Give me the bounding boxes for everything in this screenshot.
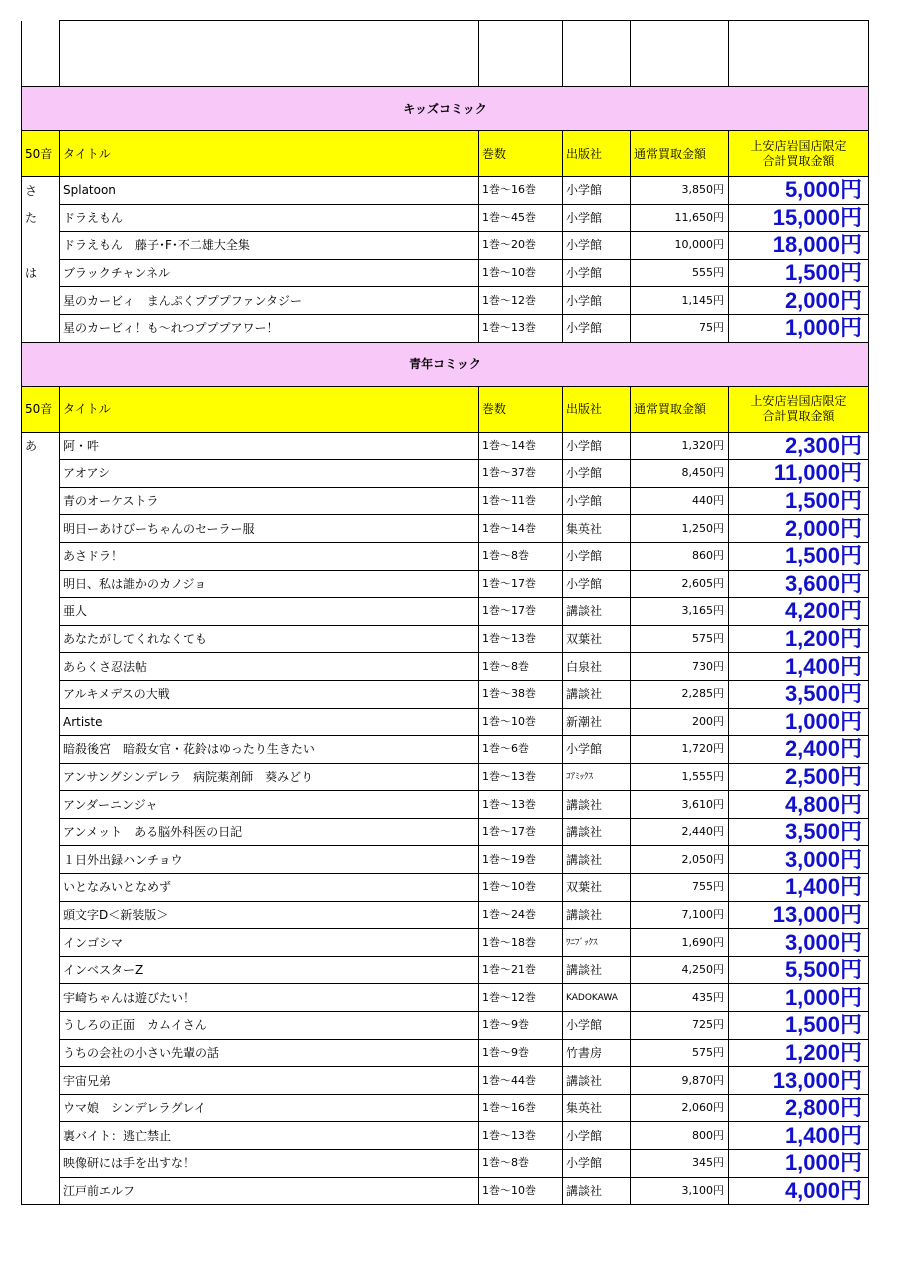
title-cell: あらくさ忍法帖 [60, 653, 479, 681]
table-row [22, 432, 869, 460]
title-cell: 明日ーあけびーちゃんのセーラー服 [60, 515, 479, 543]
normal-price-cell: 345円 [631, 1150, 729, 1178]
special-price-cell: 1,200円 [729, 625, 869, 653]
volumes-cell: 1巻～14巻 [479, 432, 563, 460]
publisher-cell: 講談社 [563, 901, 631, 929]
special-price-cell: 18,000円 [729, 232, 869, 260]
header-special-price [729, 131, 869, 177]
publisher-cell: 新潮社 [563, 708, 631, 736]
special-price-cell: 2,400円 [729, 736, 869, 764]
publisher-cell: 小学館 [563, 1150, 631, 1178]
kana-cell [22, 791, 60, 819]
publisher-cell: 講談社 [563, 680, 631, 708]
volumes-cell: 1巻～9巻 [479, 1039, 563, 1067]
header-normal-price: 通常買取金額 [631, 386, 729, 432]
publisher-cell: 講談社 [563, 1177, 631, 1205]
special-price-cell: 2,000円 [729, 515, 869, 543]
normal-price-cell: 1,555円 [631, 763, 729, 791]
header-title: タイトル [60, 131, 479, 177]
volumes-cell: 1巻～11巻 [479, 487, 563, 515]
table-row [22, 204, 869, 232]
volumes-cell: 1巻～9巻 [479, 1012, 563, 1040]
table-row [22, 1150, 869, 1178]
price-table [21, 20, 869, 1205]
volumes-cell: 1巻～12巻 [479, 984, 563, 1012]
publisher-cell: 小学館 [563, 259, 631, 287]
kana-cell [22, 542, 60, 570]
title-cell: 頭文字D＜新装版＞ [60, 901, 479, 929]
normal-price-cell: 2,060円 [631, 1094, 729, 1122]
blank-cell [479, 21, 563, 87]
volumes-cell: 1巻～10巻 [479, 259, 563, 287]
special-price-cell: 4,000円 [729, 1177, 869, 1205]
special-price-cell: 13,000円 [729, 1067, 869, 1095]
table-row [22, 177, 869, 205]
column-header-row [22, 131, 869, 177]
volumes-cell: 1巻～8巻 [479, 653, 563, 681]
publisher-cell: 小学館 [563, 460, 631, 488]
normal-price-cell: 435円 [631, 984, 729, 1012]
kana-cell [22, 570, 60, 598]
title-cell: いとなみいとなめず [60, 874, 479, 902]
publisher-cell: 小学館 [563, 204, 631, 232]
normal-price-cell: 9,870円 [631, 1067, 729, 1095]
kana-cell [22, 929, 60, 957]
title-cell: 亜人 [60, 598, 479, 626]
special-price-cell: 1,500円 [729, 542, 869, 570]
volumes-cell: 1巻～24巻 [479, 901, 563, 929]
table-row [22, 232, 869, 260]
header-special-price [729, 386, 869, 432]
title-cell: １日外出録ハンチョウ [60, 846, 479, 874]
normal-price-cell: 2,605円 [631, 570, 729, 598]
kana-cell [22, 680, 60, 708]
special-price-cell: 1,200円 [729, 1039, 869, 1067]
header-kana: 50音 [22, 386, 60, 432]
table-row [22, 1094, 869, 1122]
publisher-cell: 小学館 [563, 1122, 631, 1150]
normal-price-cell: 3,610円 [631, 791, 729, 819]
publisher-cell: 講談社 [563, 598, 631, 626]
table-row [22, 874, 869, 902]
special-price-cell: 3,500円 [729, 818, 869, 846]
title-cell: インゴシマ [60, 929, 479, 957]
table-row [22, 653, 869, 681]
volumes-cell: 1巻～18巻 [479, 929, 563, 957]
normal-price-cell: 1,320円 [631, 432, 729, 460]
publisher-cell: ｺｱﾐｯｸｽ [563, 763, 631, 791]
kana-cell [22, 874, 60, 902]
title-cell: 星のカービィ まんぷくプププファンタジー [60, 287, 479, 315]
header-special-line2: 合計買取金額 [762, 153, 835, 168]
title-cell: 映像研には手を出すな！ [60, 1150, 479, 1178]
volumes-cell: 1巻～19巻 [479, 846, 563, 874]
table-row [22, 680, 869, 708]
normal-price-cell: 440円 [631, 487, 729, 515]
special-price-cell: 4,200円 [729, 598, 869, 626]
volumes-cell: 1巻～13巻 [479, 314, 563, 342]
table-row [22, 708, 869, 736]
publisher-cell: 小学館 [563, 542, 631, 570]
kana-cell [22, 232, 60, 260]
title-cell: 暗殺後宮 暗殺女官・花鈴はゆったり生きたい [60, 736, 479, 764]
kana-cell [22, 956, 60, 984]
publisher-cell: KADOKAWA [563, 984, 631, 1012]
normal-price-cell: 555円 [631, 259, 729, 287]
section-title: キッズコミック [22, 87, 869, 131]
normal-price-cell: 200円 [631, 708, 729, 736]
normal-price-cell: 575円 [631, 625, 729, 653]
normal-price-cell: 2,285円 [631, 680, 729, 708]
header-volumes: 巻数 [479, 386, 563, 432]
normal-price-cell: 8,450円 [631, 460, 729, 488]
publisher-cell: 小学館 [563, 287, 631, 315]
table-row [22, 625, 869, 653]
special-price-cell: 5,000円 [729, 177, 869, 205]
normal-price-cell: 755円 [631, 874, 729, 902]
publisher-cell: 小学館 [563, 570, 631, 598]
special-price-cell: 1,000円 [729, 708, 869, 736]
normal-price-cell: 10,000円 [631, 232, 729, 260]
publisher-cell: 講談社 [563, 956, 631, 984]
title-cell: 江戸前エルフ [60, 1177, 479, 1205]
kana-cell [22, 487, 60, 515]
table-row [22, 460, 869, 488]
normal-price-cell: 860円 [631, 542, 729, 570]
header-kana: 50音 [22, 131, 60, 177]
kana-cell [22, 708, 60, 736]
table-row [22, 287, 869, 315]
table-row [22, 929, 869, 957]
publisher-cell: 小学館 [563, 314, 631, 342]
normal-price-cell: 1,720円 [631, 736, 729, 764]
kana-cell [22, 515, 60, 543]
volumes-cell: 1巻～44巻 [479, 1067, 563, 1095]
title-cell: 青のオーケストラ [60, 487, 479, 515]
volumes-cell: 1巻～17巻 [479, 598, 563, 626]
title-cell: うちの会社の小さい先輩の話 [60, 1039, 479, 1067]
kana-cell [22, 1150, 60, 1178]
volumes-cell: 1巻～13巻 [479, 763, 563, 791]
kana-cell [22, 1012, 60, 1040]
table-row [22, 846, 869, 874]
title-cell: あさドラ！ [60, 542, 479, 570]
normal-price-cell: 11,650円 [631, 204, 729, 232]
volumes-cell: 1巻～21巻 [479, 956, 563, 984]
publisher-cell: 講談社 [563, 791, 631, 819]
section-header [22, 87, 869, 131]
volumes-cell: 1巻～13巻 [479, 791, 563, 819]
header-special-line1: 上安店岩国店限定 [750, 394, 847, 409]
special-price-cell: 2,000円 [729, 287, 869, 315]
special-price-cell: 3,500円 [729, 680, 869, 708]
title-cell: ブラックチャンネル [60, 259, 479, 287]
normal-price-cell: 800円 [631, 1122, 729, 1150]
header-volumes: 巻数 [479, 131, 563, 177]
normal-price-cell: 725円 [631, 1012, 729, 1040]
kana-cell [22, 1067, 60, 1095]
special-price-cell: 1,000円 [729, 984, 869, 1012]
table-row [22, 259, 869, 287]
publisher-cell: 竹書房 [563, 1039, 631, 1067]
special-price-cell: 13,000円 [729, 901, 869, 929]
special-price-cell: 3,000円 [729, 929, 869, 957]
header-publisher: 出版社 [563, 131, 631, 177]
table-row [22, 984, 869, 1012]
blank-cell [563, 21, 631, 87]
kana-cell [22, 984, 60, 1012]
normal-price-cell: 575円 [631, 1039, 729, 1067]
publisher-cell: 小学館 [563, 432, 631, 460]
blank-cell [22, 21, 60, 87]
publisher-cell: 講談社 [563, 818, 631, 846]
title-cell: ドラえもん [60, 204, 479, 232]
special-price-cell: 1,400円 [729, 1122, 869, 1150]
section-header [22, 342, 869, 386]
normal-price-cell: 3,165円 [631, 598, 729, 626]
table-row [22, 1067, 869, 1095]
volumes-cell: 1巻～8巻 [479, 542, 563, 570]
publisher-cell: 双葉社 [563, 625, 631, 653]
blank-cell [729, 21, 869, 87]
special-price-cell: 5,500円 [729, 956, 869, 984]
header-publisher: 出版社 [563, 386, 631, 432]
volumes-cell: 1巻～16巻 [479, 177, 563, 205]
special-price-cell: 2,500円 [729, 763, 869, 791]
title-cell: 明日、私は誰かのカノジョ [60, 570, 479, 598]
table-row [22, 542, 869, 570]
special-price-cell: 3,000円 [729, 846, 869, 874]
title-cell: 裏バイト：逃亡禁止 [60, 1122, 479, 1150]
table-row [22, 901, 869, 929]
section-title: 青年コミック [22, 342, 869, 386]
title-cell: アンダーニンジャ [60, 791, 479, 819]
volumes-cell: 1巻～17巻 [479, 570, 563, 598]
volumes-cell: 1巻～10巻 [479, 874, 563, 902]
kana-cell: た [22, 204, 60, 232]
special-price-cell: 1,000円 [729, 314, 869, 342]
title-cell: Artiste [60, 708, 479, 736]
publisher-cell: 小学館 [563, 1012, 631, 1040]
publisher-cell: 講談社 [563, 1067, 631, 1095]
normal-price-cell: 2,050円 [631, 846, 729, 874]
kana-cell [22, 901, 60, 929]
kana-cell [22, 598, 60, 626]
title-cell: 阿・吽 [60, 432, 479, 460]
kana-cell [22, 1122, 60, 1150]
volumes-cell: 1巻～13巻 [479, 1122, 563, 1150]
volumes-cell: 1巻～38巻 [479, 680, 563, 708]
title-cell: 宇宙兄弟 [60, 1067, 479, 1095]
table-row [22, 736, 869, 764]
header-special-line2: 合計買取金額 [762, 409, 835, 424]
kana-cell [22, 460, 60, 488]
header-title: タイトル [60, 386, 479, 432]
special-price-cell: 3,600円 [729, 570, 869, 598]
normal-price-cell: 1,145円 [631, 287, 729, 315]
table-row [22, 763, 869, 791]
publisher-cell: 小学館 [563, 232, 631, 260]
title-cell: Splatoon [60, 177, 479, 205]
special-price-cell: 1,500円 [729, 259, 869, 287]
normal-price-cell: 3,850円 [631, 177, 729, 205]
title-cell: アンメット ある脳外科医の日記 [60, 818, 479, 846]
special-price-cell: 11,000円 [729, 460, 869, 488]
kana-cell: さ [22, 177, 60, 205]
title-cell: 宇崎ちゃんは遊びたい！ [60, 984, 479, 1012]
normal-price-cell: 7,100円 [631, 901, 729, 929]
title-cell: ドラえもん 藤子･F･不二雄大全集 [60, 232, 479, 260]
kana-cell [22, 1177, 60, 1205]
special-price-cell: 2,800円 [729, 1094, 869, 1122]
table-row [22, 1012, 869, 1040]
kana-cell [22, 763, 60, 791]
publisher-cell: 白泉社 [563, 653, 631, 681]
table-row [22, 515, 869, 543]
table-row [22, 1177, 869, 1205]
volumes-cell: 1巻～20巻 [479, 232, 563, 260]
special-price-cell: 4,800円 [729, 791, 869, 819]
publisher-cell: 講談社 [563, 846, 631, 874]
kana-cell [22, 314, 60, 342]
volumes-cell: 1巻～8巻 [479, 1150, 563, 1178]
volumes-cell: 1巻～17巻 [479, 818, 563, 846]
normal-price-cell: 3,100円 [631, 1177, 729, 1205]
title-cell: アルキメデスの大戦 [60, 680, 479, 708]
kana-cell: は [22, 259, 60, 287]
publisher-cell: ﾜﾆﾌﾞｯｸｽ [563, 929, 631, 957]
header-normal-price: 通常買取金額 [631, 131, 729, 177]
title-cell: ウマ娘 シンデレラグレイ [60, 1094, 479, 1122]
kana-cell [22, 736, 60, 764]
kana-cell [22, 1039, 60, 1067]
table-row [22, 598, 869, 626]
publisher-cell: 小学館 [563, 177, 631, 205]
table-row [22, 1039, 869, 1067]
normal-price-cell: 730円 [631, 653, 729, 681]
volumes-cell: 1巻～13巻 [479, 625, 563, 653]
table-row [22, 791, 869, 819]
title-cell: アンサングシンデレラ 病院薬剤師 葵みどり [60, 763, 479, 791]
special-price-cell: 1,400円 [729, 653, 869, 681]
publisher-cell: 小学館 [563, 487, 631, 515]
volumes-cell: 1巻～37巻 [479, 460, 563, 488]
table-row [22, 570, 869, 598]
special-price-cell: 1,500円 [729, 1012, 869, 1040]
publisher-cell: 小学館 [563, 736, 631, 764]
blank-cell [631, 21, 729, 87]
title-cell: 星のカービィ！も～れつプププアワー！ [60, 314, 479, 342]
table-row [22, 487, 869, 515]
volumes-cell: 1巻～14巻 [479, 515, 563, 543]
publisher-cell: 集英社 [563, 515, 631, 543]
kana-cell [22, 287, 60, 315]
volumes-cell: 1巻～10巻 [479, 1177, 563, 1205]
kana-cell [22, 653, 60, 681]
special-price-cell: 1,000円 [729, 1150, 869, 1178]
table-row [22, 314, 869, 342]
volumes-cell: 1巻～10巻 [479, 708, 563, 736]
kana-cell: あ [22, 432, 60, 460]
kana-cell [22, 1094, 60, 1122]
blank-cell [60, 21, 479, 87]
volumes-cell: 1巻～12巻 [479, 287, 563, 315]
special-price-cell: 15,000円 [729, 204, 869, 232]
blank-row [22, 21, 869, 87]
publisher-cell: 集英社 [563, 1094, 631, 1122]
volumes-cell: 1巻～45巻 [479, 204, 563, 232]
special-price-cell: 2,300円 [729, 432, 869, 460]
volumes-cell: 1巻～16巻 [479, 1094, 563, 1122]
title-cell: アオアシ [60, 460, 479, 488]
kana-cell [22, 818, 60, 846]
column-header-row [22, 386, 869, 432]
table-row [22, 1122, 869, 1150]
normal-price-cell: 4,250円 [631, 956, 729, 984]
kana-cell [22, 846, 60, 874]
title-cell: あなたがしてくれなくても [60, 625, 479, 653]
title-cell: インベスターZ [60, 956, 479, 984]
title-cell: うしろの正面 カムイさん [60, 1012, 479, 1040]
kana-cell [22, 625, 60, 653]
normal-price-cell: 1,250円 [631, 515, 729, 543]
normal-price-cell: 2,440円 [631, 818, 729, 846]
table-row [22, 818, 869, 846]
normal-price-cell: 1,690円 [631, 929, 729, 957]
table-row [22, 956, 869, 984]
special-price-cell: 1,400円 [729, 874, 869, 902]
normal-price-cell: 75円 [631, 314, 729, 342]
volumes-cell: 1巻～6巻 [479, 736, 563, 764]
header-special-line1: 上安店岩国店限定 [750, 138, 847, 153]
publisher-cell: 双葉社 [563, 874, 631, 902]
special-price-cell: 1,500円 [729, 487, 869, 515]
